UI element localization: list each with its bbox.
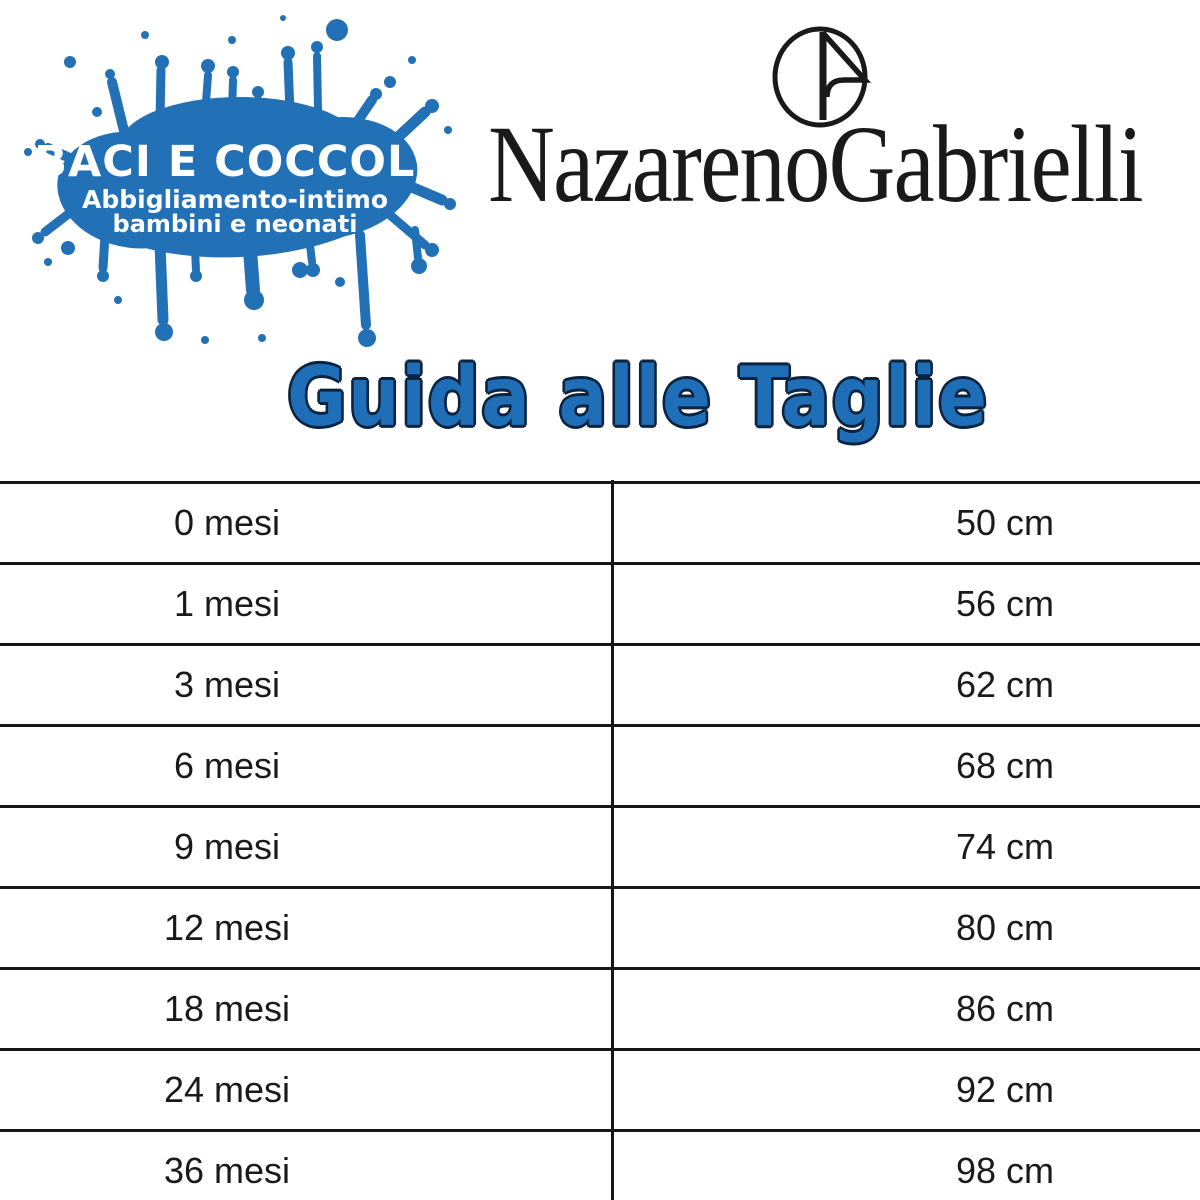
table-row	[0, 565, 1200, 643]
brand-left-name: BACI E COCCOLE	[34, 137, 446, 187]
brand-left-tagline-1: Abbigliamento-intimo	[81, 185, 389, 214]
length-cell: 86 cm	[955, 988, 1055, 1029]
age-cell: 18 mesi	[163, 988, 291, 1029]
table-row	[0, 889, 1200, 967]
length-cell: 62 cm	[955, 664, 1055, 705]
brand-right-wordmark: NazarenoGabrielli	[488, 103, 1142, 225]
brand-left-tagline-2: bambini e neonati	[112, 210, 358, 238]
table-row	[0, 646, 1200, 724]
page-title: Guida alle Taglie	[287, 350, 989, 445]
length-cell: 98 cm	[955, 1150, 1055, 1191]
table-row	[0, 808, 1200, 886]
table-row	[0, 484, 1200, 562]
age-cell: 12 mesi	[163, 907, 291, 948]
age-cell: 9 mesi	[173, 826, 281, 867]
age-cell: 3 mesi	[173, 664, 281, 705]
age-cell: 0 mesi	[173, 502, 281, 543]
age-cell: 24 mesi	[163, 1069, 291, 1110]
table-row	[0, 1132, 1200, 1200]
length-cell: 92 cm	[955, 1069, 1055, 1110]
length-cell: 68 cm	[955, 745, 1055, 786]
age-cell: 1 mesi	[173, 583, 281, 624]
table-row	[0, 727, 1200, 805]
age-cell: 36 mesi	[163, 1150, 291, 1191]
length-cell: 80 cm	[955, 907, 1055, 948]
table-row	[0, 970, 1200, 1048]
length-cell: 50 cm	[955, 502, 1055, 543]
table-row	[0, 1051, 1200, 1129]
length-cell: 74 cm	[955, 826, 1055, 867]
length-cell: 56 cm	[955, 583, 1055, 624]
age-cell: 6 mesi	[173, 745, 281, 786]
